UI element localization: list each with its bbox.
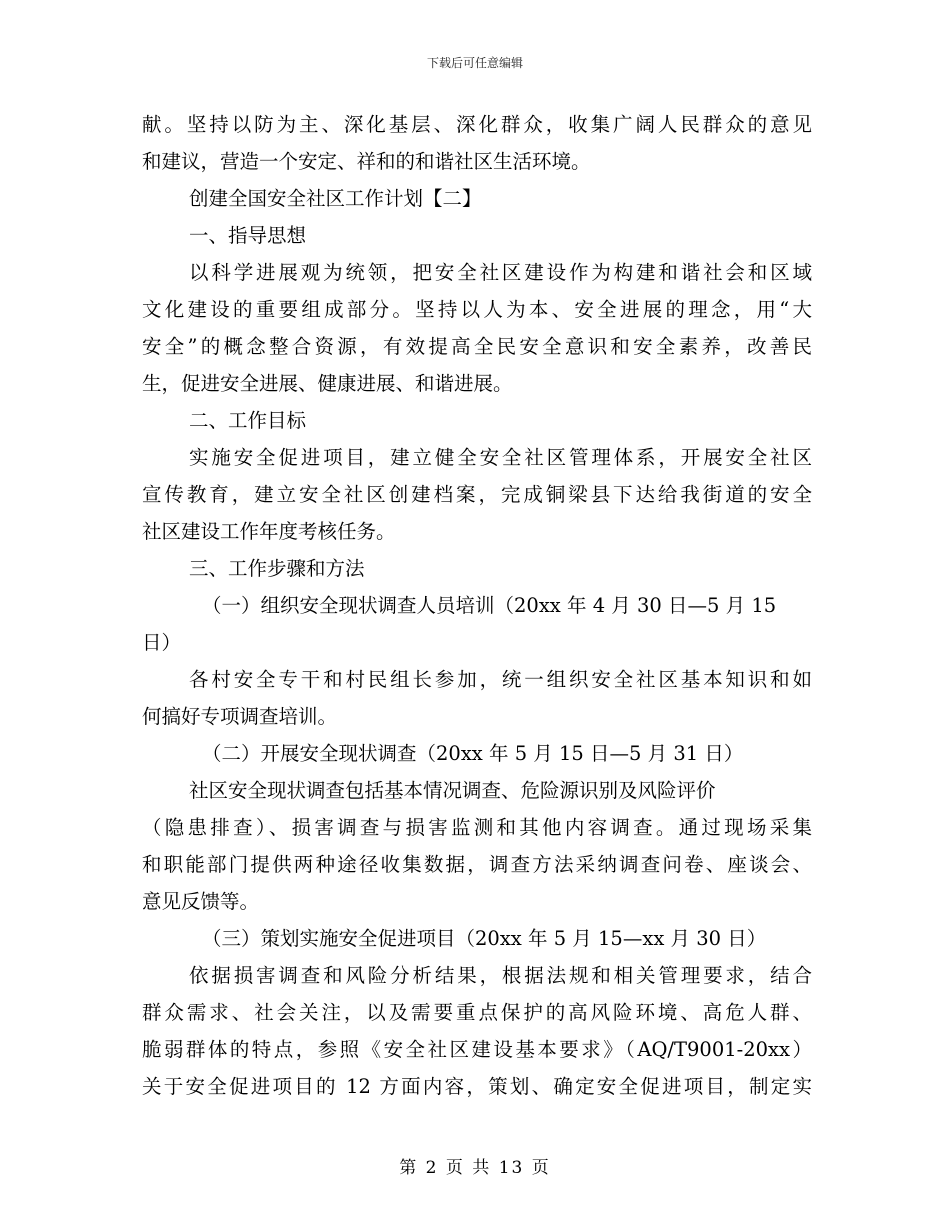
text-line: 和职能部门提供两种途径收集数据，调查方法采纳调查问卷、座谈会、 bbox=[142, 853, 812, 876]
text-line: 脆弱群体的特点，参照《安全社区建设基本要求》（AQ/T9001-20xx） bbox=[142, 1038, 812, 1061]
text-line: 一、指导思想 bbox=[189, 224, 307, 247]
text-line: （隐患排查）、损害调查与损害监测和其他内容调查。通过现场采集 bbox=[142, 816, 812, 839]
text-line: 生，促进安全进展、健康进展、和谐进展。 bbox=[142, 372, 513, 395]
text-line: （二）开展安全现状调查（20xx 年 5 月 15 日—5 月 31 日） bbox=[202, 742, 744, 765]
text-line: 三、工作步骤和方法 bbox=[189, 557, 365, 580]
page-footer: 第 2 页 共 13 页 bbox=[399, 1158, 551, 1178]
text-line: 献。坚持以防为主、深化基层、深化群众，收集广阔人民群众的意见 bbox=[142, 113, 812, 136]
text-line: 意见反馈等。 bbox=[142, 890, 260, 913]
text-line: 二、工作目标 bbox=[189, 409, 307, 432]
text-line: 社区建设工作年度考核任务。 bbox=[142, 520, 396, 543]
text-line: 依据损害调查和风险分析结果，根据法规和相关管理要求，结合 bbox=[189, 964, 812, 987]
text-line: 以科学进展观为统领，把安全社区建设作为构建和谐社会和区域 bbox=[189, 261, 812, 284]
text-line: 日） bbox=[142, 631, 182, 654]
text-line: 创建全国安全社区工作计划【二】 bbox=[189, 187, 482, 210]
text-line: 各村安全专干和村民组长参加，统一组织安全社区基本知识和如 bbox=[189, 668, 812, 691]
text-line: 和建议，营造一个安定、祥和的和谐社区生活环境。 bbox=[142, 150, 591, 173]
page-header: 下载后可任意编辑 bbox=[426, 56, 523, 70]
text-line: 文化建设的重要组成部分。坚持以人为本、安全进展的理念，用“大 bbox=[142, 298, 812, 321]
text-line: 何搞好专项调查培训。 bbox=[142, 705, 338, 728]
text-line: 安全”的概念整合资源，有效提高全民安全意识和安全素养，改善民 bbox=[142, 335, 812, 358]
text-line: 群众需求、社会关注，以及需要重点保护的高风险环境、高危人群、 bbox=[142, 1001, 812, 1024]
text-line: （一）组织安全现状调查人员培训（20xx 年 4 月 30 日—5 月 15 bbox=[202, 594, 777, 617]
text-line: 社区安全现状调查包括基本情况调查、危险源识别及风险评价 bbox=[189, 779, 716, 802]
text-line: 关于安全促进项目的 12 方面内容，策划、确定安全促进项目，制定实 bbox=[142, 1075, 812, 1098]
text-line: （三）策划实施安全促进项目（20xx 年 5 月 15—xx 月 30 日） bbox=[202, 927, 767, 950]
text-line: 实施安全促进项目，建立健全安全社区管理体系，开展安全社区 bbox=[189, 446, 812, 469]
text-line: 宣传教育，建立安全社区创建档案，完成铜梁县下达给我街道的安全 bbox=[142, 483, 812, 506]
document-body bbox=[142, 106, 812, 1105]
